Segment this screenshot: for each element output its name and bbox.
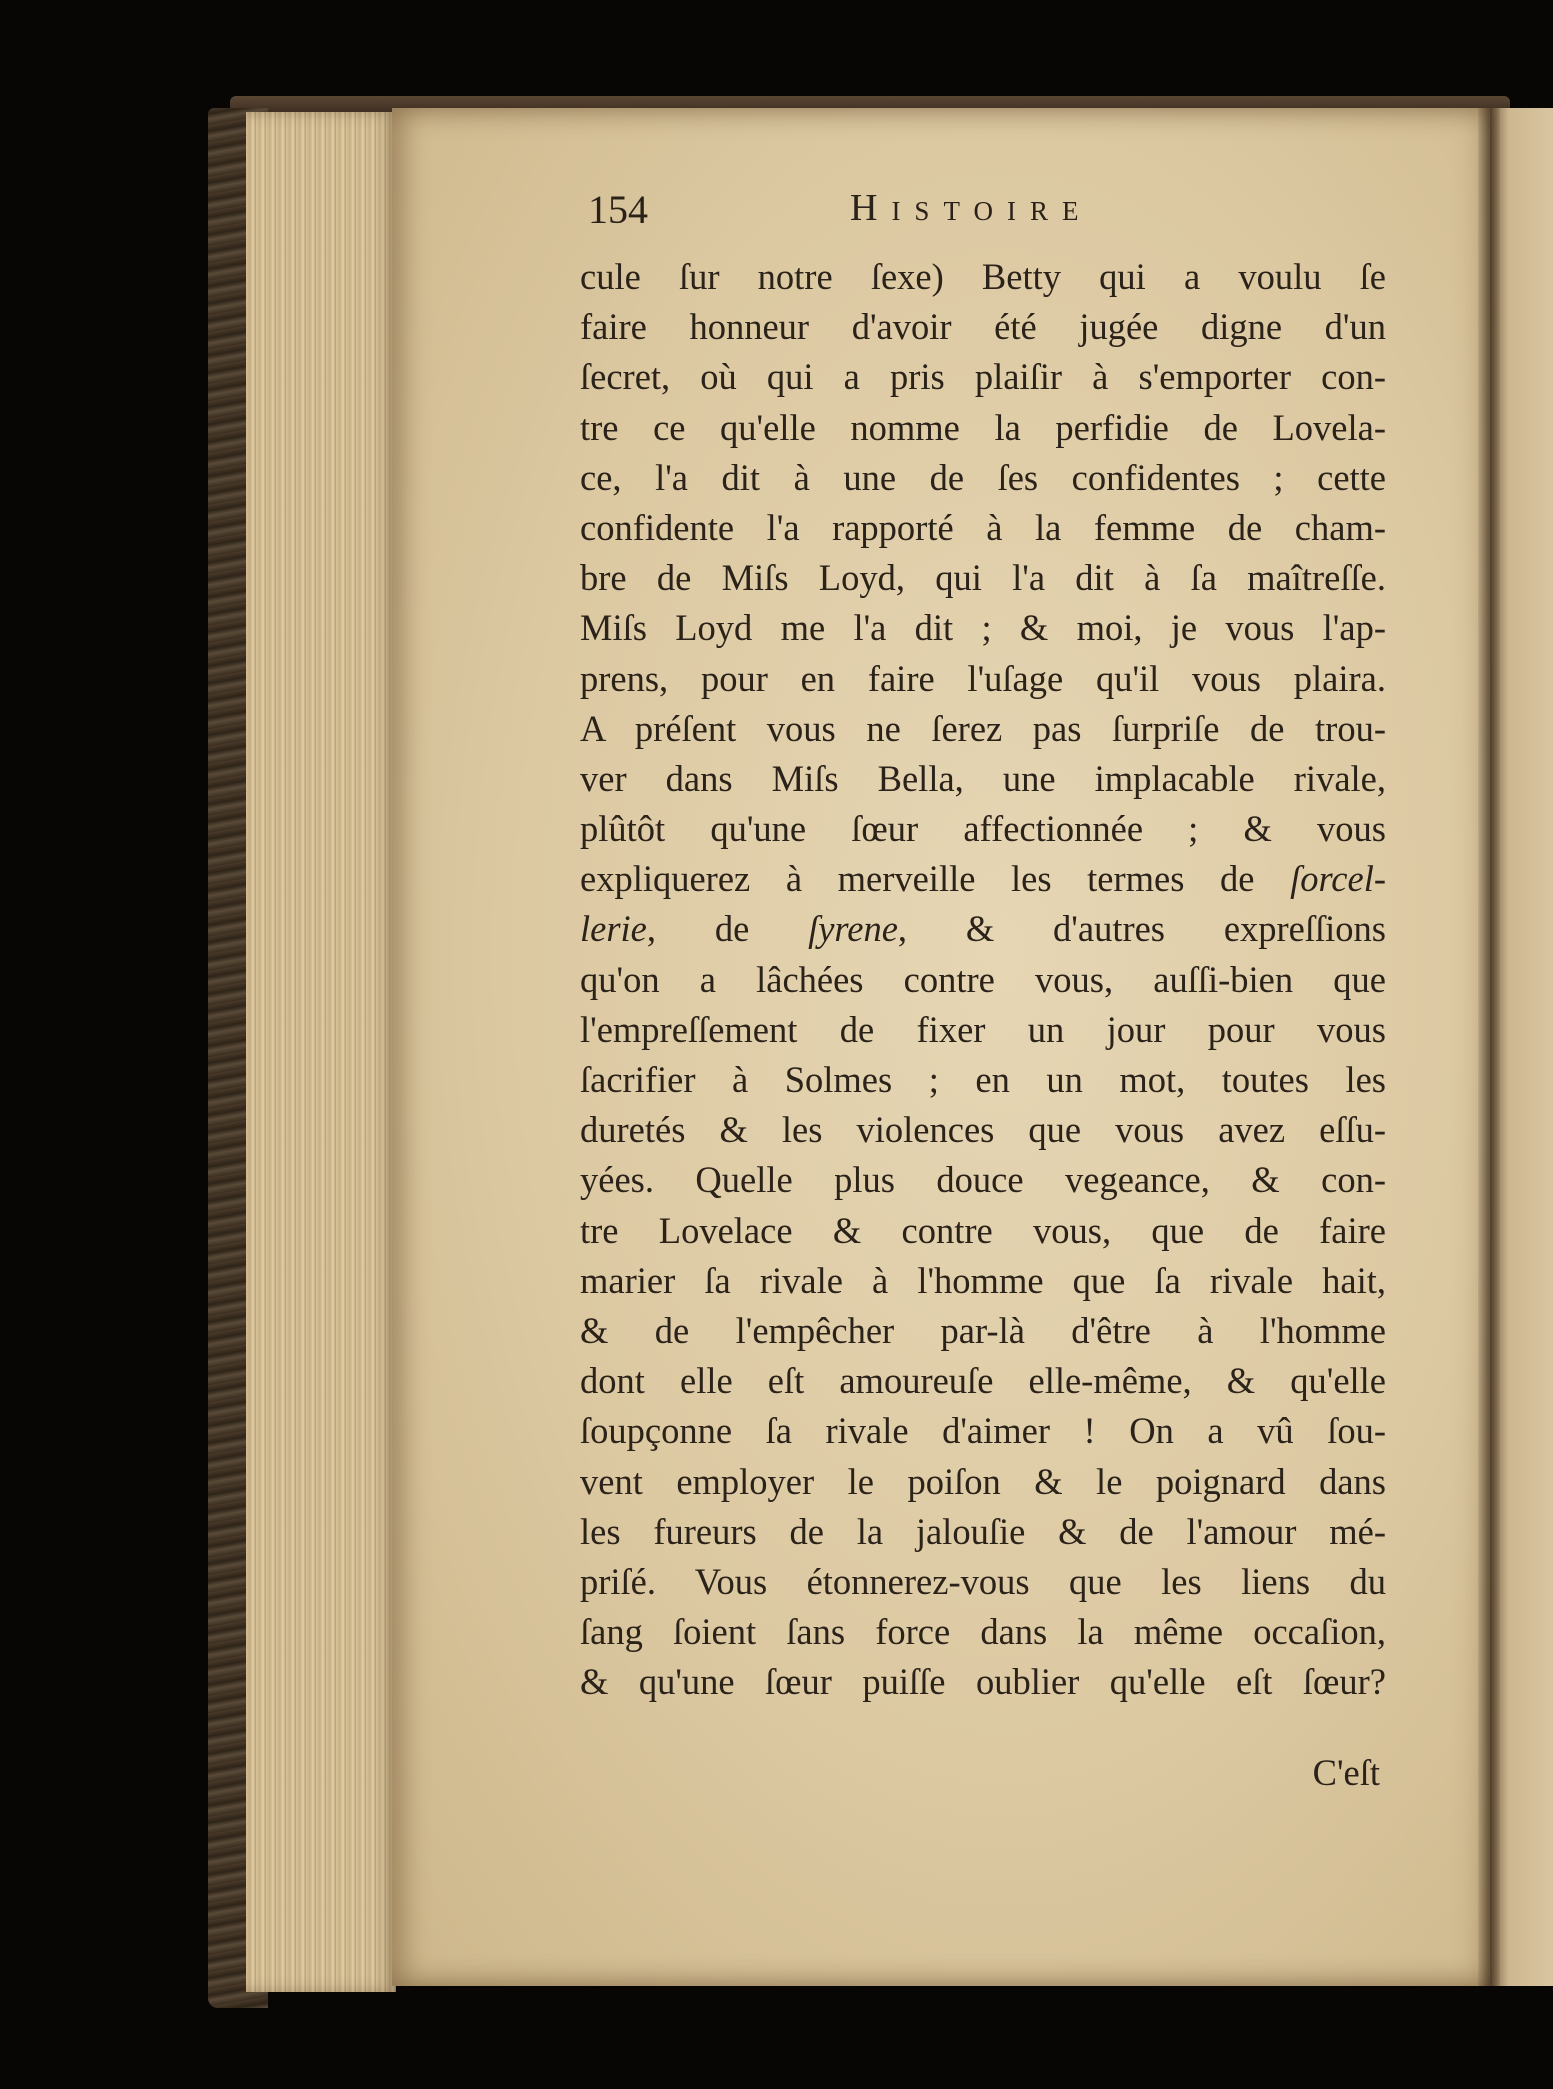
text-line: marier ſa rivale à l'homme que ſa rivale hait,	[580, 1259, 1386, 1301]
text-line: duretés & les violences que vous avez eſſu-	[580, 1109, 1386, 1151]
text-line: dont elle eſt amoureuſe elle-même, & qu'elle	[580, 1360, 1386, 1402]
text-line: plûtôt qu'une ſœur affectionnée ; & vous	[580, 808, 1386, 850]
text-line: ſoupçonne ſa rivale d'aimer ! On a vû ſou-	[580, 1410, 1386, 1452]
text-line-with-italic: expliquerez à merveille les termes de ſorcel-	[580, 858, 1386, 900]
text-line: prens, pour en faire l'uſage qu'il vous plaira.	[580, 657, 1386, 699]
body-text	[580, 252, 1386, 1707]
italic-term: ſorcel-	[1290, 858, 1386, 900]
text-line: les fureurs de la jalouſie & de l'amour mé-	[580, 1510, 1386, 1552]
text-line: cule ſur notre ſexe) Betty qui a voulu ſe	[580, 256, 1386, 297]
text-line: confidente l'a rapporté à la femme de cham-	[580, 506, 1386, 548]
catchword: C'eſt	[1312, 1752, 1380, 1793]
text-line: faire honneur d'avoir été jugée digne d'un	[580, 306, 1386, 348]
text-line: & qu'une ſœur puiſſe oublier qu'elle eſt ſœur?	[580, 1661, 1386, 1703]
text-line: yées. Quelle plus douce vegeance, & con-	[580, 1159, 1386, 1201]
text-line: A préſent vous ne ſerez pas ſurpriſe de trou-	[580, 707, 1386, 749]
italic-term: ſyrene	[808, 908, 898, 950]
text-line: ſang ſoient ſans force dans la même occaſion,	[580, 1611, 1386, 1653]
text-line: ce, l'a dit à une de ſes confidentes ; cette	[580, 456, 1386, 498]
page-number: 154	[588, 187, 648, 232]
text-line: qu'on a lâchées contre vous, auſſi-bien que	[580, 958, 1386, 1000]
text-line: tre Lovelace & contre vous, que de faire	[580, 1209, 1386, 1251]
italic-term: lerie	[580, 908, 647, 950]
text-line: ver dans Miſs Bella, une implacable rivale,	[580, 757, 1386, 799]
text-line: & de l'empêcher par-là d'être à l'homme	[580, 1309, 1386, 1351]
text-line: l'empreſſement de fixer un jour pour vous	[580, 1008, 1386, 1050]
text-line: priſé. Vous étonnerez-vous que les liens du	[580, 1560, 1386, 1602]
text-line-with-italic: lerie, de ſyrene, & d'autres expreſſions	[580, 908, 1386, 950]
text-line: Miſs Loyd me l'a dit ; & moi, je vous l'ap-	[580, 607, 1386, 649]
page-header	[588, 186, 1388, 238]
text-line: bre de Miſs Loyd, qui l'a dit à ſa maîtreſſe.	[580, 557, 1386, 599]
text-line: vent employer le poiſon & le poignard dans	[580, 1460, 1386, 1502]
book-gutter	[1478, 108, 1500, 1986]
text-line: ſecret, où qui a pris plaiſir à s'emporter con-	[580, 356, 1386, 398]
text-line: ſacrifier à Solmes ; en un mot, toutes les	[580, 1059, 1386, 1100]
text-line: tre ce qu'elle nomme la perfidie de Lovela-	[580, 406, 1386, 448]
running-head: Histoire	[850, 187, 1093, 229]
page-edges	[246, 112, 396, 1992]
